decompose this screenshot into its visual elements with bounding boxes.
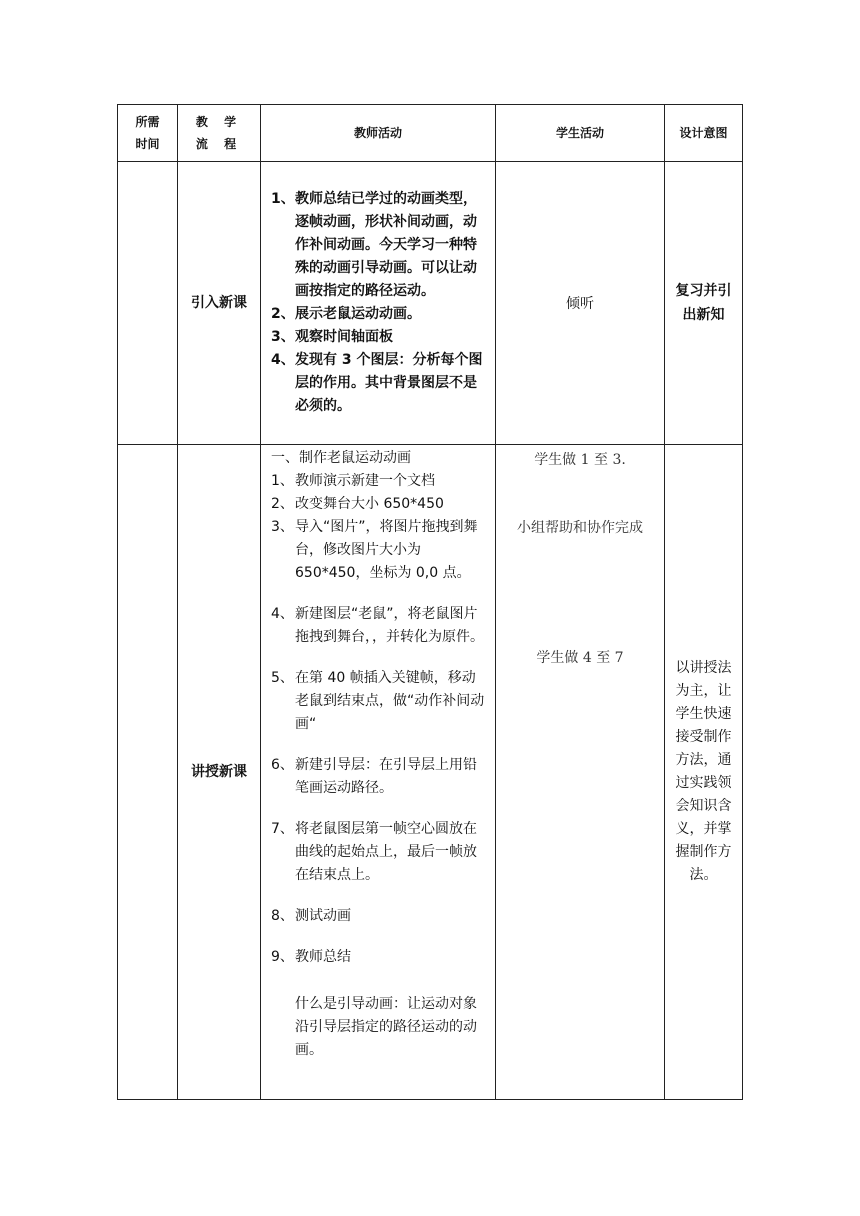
intro-teacher-list xyxy=(261,188,495,418)
header-student: 学生活动 xyxy=(496,105,665,162)
lecture-teacher-cell xyxy=(261,445,496,1100)
intro-design: 复习并引出新知 xyxy=(665,162,743,445)
list-item: 9、 教师总结 xyxy=(271,949,351,965)
lecture-design-cell xyxy=(665,445,743,1100)
list-item: 7、 将老鼠图层第一帧空心圆放在曲线的起始点上，最后一帧放在结束点上。 xyxy=(271,821,477,883)
list-item: 2、 改变舞台大小 650*450 xyxy=(271,496,444,512)
list-item: 1、 教师演示新建一个文档 xyxy=(271,473,435,489)
list-item: 4、 发现有 3 个图层：分析每个图层的作用。其中背景图层不是必须的。 xyxy=(271,352,483,414)
list-item: 2、 展示老鼠运动动画。 xyxy=(271,306,421,322)
header-time: 所需时间 xyxy=(118,105,178,162)
header-row xyxy=(118,105,743,162)
lecture-teacher-list xyxy=(261,447,495,969)
student-note-1: 学生做 1 至 3. xyxy=(534,452,626,468)
lecture-flow: 讲授新课 xyxy=(178,445,261,1100)
lecture-time-cell xyxy=(118,445,178,1100)
lecture-student-cell xyxy=(496,445,665,1100)
list-item: 一、 制作老鼠运动动画 xyxy=(271,450,411,466)
list-item: 5、 在第 40 帧插入关键帧，移动老鼠到结束点，做“动作补间动画“ xyxy=(271,670,485,732)
lecture-row xyxy=(118,445,743,1100)
header-flow: 教 学 流 程 xyxy=(178,105,261,162)
list-item: 6、 新建引导层：在引导层上用铅笔画运动路径。 xyxy=(271,757,477,796)
intro-student: 倾听 xyxy=(496,162,665,445)
list-item: 4、 新建图层“老鼠”，将老鼠图片拖拽到舞台，，并转化为原件。 xyxy=(271,606,484,645)
list-item: 1、 教师总结已学过的动画类型，逐帧动画，形状补间动画，动作补间动画。今天学习一种特殊的动画引导动画。可以让动画按指定的路径运动。 xyxy=(271,191,477,299)
intro-flow: 引入新课 xyxy=(178,162,261,445)
lecture-design: 以讲授法为主，让学生快速接受制作方法，通过实践领会知识含义，并掌握制作方法。 xyxy=(675,660,732,883)
intro-time-cell xyxy=(118,162,178,445)
lesson-plan-table xyxy=(117,104,743,1100)
header-design: 设计意图 xyxy=(665,105,743,162)
intro-teacher-cell xyxy=(261,162,496,445)
list-item: 3、 观察时间轴面板 xyxy=(271,329,393,345)
lecture-summary: 什么是引导动画：让运动对象沿引导层指定的路径运动的动画。 xyxy=(295,996,477,1058)
student-note-3: 学生做 4 至 7 xyxy=(536,650,624,666)
student-note-2: 小组帮助和协作完成 xyxy=(517,520,643,536)
list-item: 3、 导入“图片”，将图片拖拽到舞台，修改图片大小为 650*450，坐标为 0,0 点。 xyxy=(271,519,478,581)
list-item: 8、 测试动画 xyxy=(271,908,351,924)
intro-row xyxy=(118,162,743,445)
header-teacher: 教师活动 xyxy=(261,105,496,162)
